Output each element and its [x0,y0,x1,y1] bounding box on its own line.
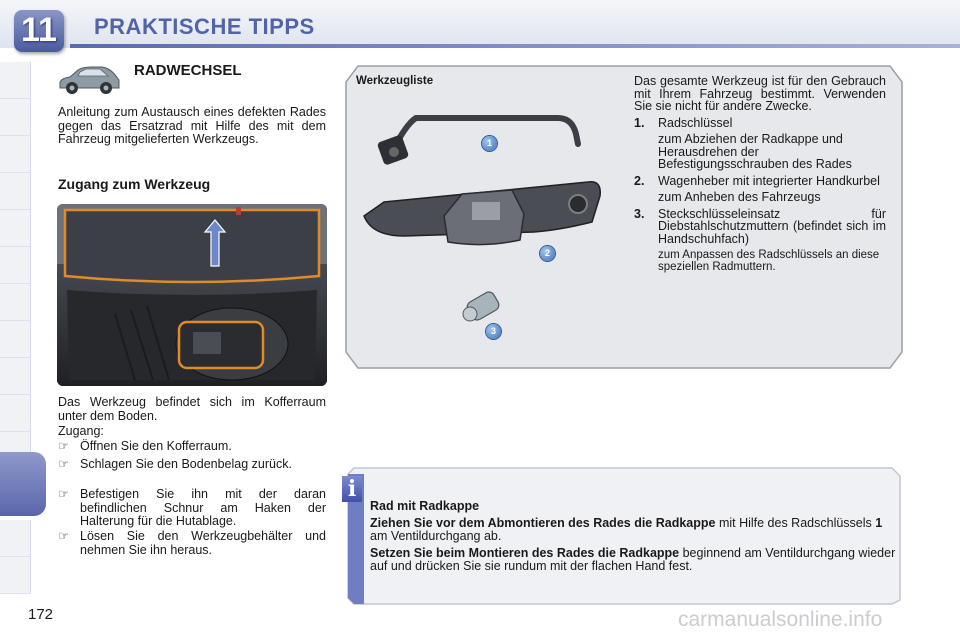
chapter-tab[interactable] [0,247,31,284]
chapter-tab[interactable] [0,136,31,173]
chapter-number: 11 [21,11,57,49]
trunk-location-text: Das Werkzeug befindet sich im Kofferraum unter dem Boden. [58,395,326,423]
pointing-hand-icon: ☞ [58,457,70,471]
list-item: ☞ Öffnen Sie den Kofferraum. [58,439,232,453]
chapter-tab[interactable] [0,321,31,358]
watermark-text: carmanualsonline.info [678,608,883,631]
list-item: ☞ Lösen Sie den Werkzeugbehälter und nehmen Sie ihn heraus. [58,529,326,557]
chapter-tab[interactable] [0,557,31,594]
tool-list-title: Werkzeugliste [356,75,434,87]
chapter-tab[interactable] [0,284,31,321]
chapter-tab[interactable] [0,62,31,99]
car-icon [56,64,122,96]
chapter-tab[interactable] [0,173,31,210]
list-item: ☞ Schlagen Sie den Bodenbelag zurück. [58,457,292,471]
pointing-hand-icon: ☞ [58,529,70,543]
pointing-hand-icon: ☞ [58,487,70,501]
chapter-tab[interactable] [0,210,31,247]
section-title: RADWECHSEL [134,62,242,79]
tool-list-text [634,75,886,273]
info-title: Rad mit Radkappe [370,499,480,513]
chapter-tab[interactable] [0,99,31,136]
info-icon: i [342,476,362,502]
chapter-tab[interactable] [0,358,31,395]
chapter-tab[interactable] [0,520,31,557]
trunk-photo [57,204,327,386]
item-badge: 2 [540,246,555,261]
chapter-tab-active[interactable] [0,452,46,516]
tool-list-intro: Das gesamte Werkzeug ist für den Gebrauch mit Ihrem Fahrzeug bestimmt. Verwenden Sie sie nicht für andere Zwecke. [634,74,886,113]
pointing-hand-icon: ☞ [58,439,70,453]
page-number: 172 [28,606,54,623]
item-badge: 3 [486,324,501,339]
chapter-tab[interactable] [0,395,31,432]
access-label: Zugang: [58,424,104,438]
list-item: 3. Steckschlüsseleinsatz für Diebstahlschutzmuttern (befindet sich im Handschuhfach) zum Anpassen des Radschlüssels an diese speziellen Radmuttern. [634,206,886,273]
list-item: 1. Radschlüssel zum Abziehen der Radkappe und Herausdrehen der Befestigungsschrauben des Rades [634,115,852,171]
info-content [370,500,896,577]
intro-text: Anleitung zum Austausch eines defekten Rades gegen das Ersatzrad mit Hilfe des mit dem Fahrzeug mitgelieferten Werkzeugs. [58,105,326,146]
chapter-title: PRAKTISCHE TIPPS [94,14,315,39]
info-paragraph: Ziehen Sie vor dem Abmontieren des Rades die Radkappe mit Hilfe des Radschlüssels 1 am Ventildurchgang ab. [370,516,883,543]
header-rule [70,44,960,48]
item-badge: 1 [482,136,497,151]
list-item: 2. Wagenheber mit integrierter Handkurbel zum Anheben des Fahrzeugs [634,173,880,204]
access-title: Zugang zum Werkzeug [58,176,211,192]
list-item: ☞ Befestigen Sie ihn mit der daran befindlichen Schnur am Haken der Halterung für die Hutablage. [58,487,326,528]
info-paragraph: Setzen Sie beim Montieren des Rades die Radkappe beginnend am Ventildurchgang wieder auf und drücken Sie sie rundum mit der flachen Hand fest. [370,546,896,573]
